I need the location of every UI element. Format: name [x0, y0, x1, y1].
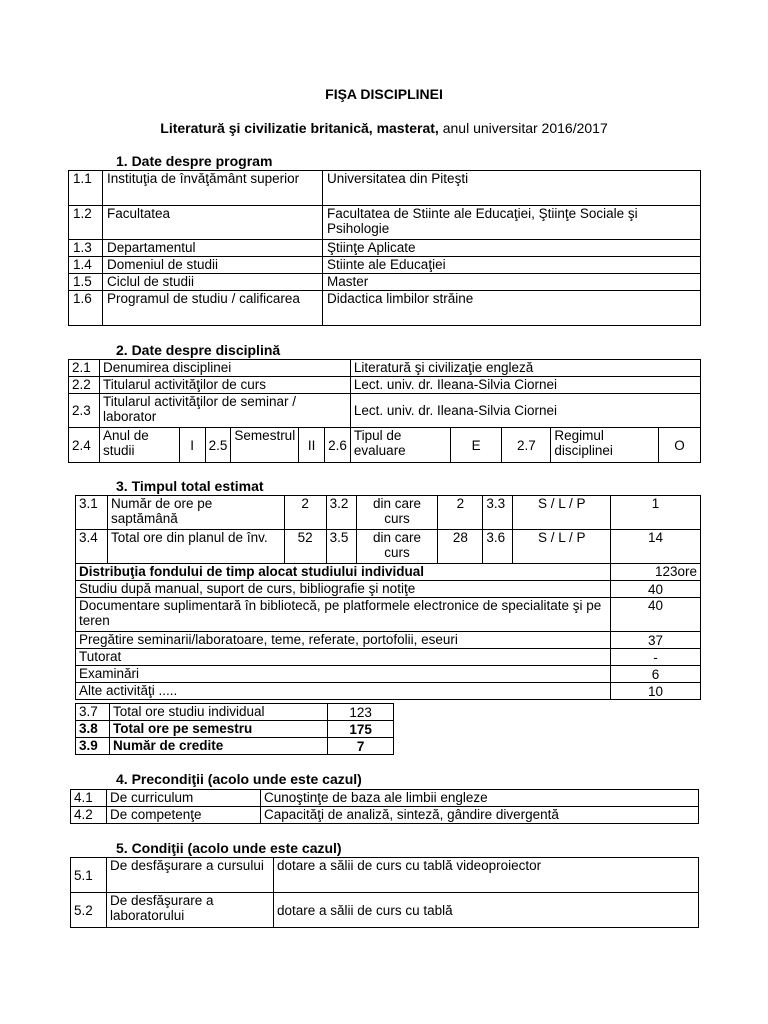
table-row [71, 790, 699, 807]
row-number: 1.3 [69, 240, 103, 257]
section-1-heading: 1. Date despre program [116, 153, 273, 169]
row-label: Instituţia de învăţământ superior [103, 171, 323, 206]
row-number: 2.1 [69, 360, 100, 377]
row-value: Literatură şi civilizaţie engleză [350, 360, 700, 377]
row-value: Universitatea din Piteşti [323, 171, 701, 206]
activity-label: Documentare suplimentară în bibliotecă, pe platformele electronice de specialitate şi pe teren [76, 598, 611, 632]
row-number: 3.6 [483, 530, 513, 564]
table-row [69, 274, 701, 291]
time-table [75, 495, 701, 700]
distribution-value: 123ore [611, 564, 701, 581]
activity-hours: 37 [611, 632, 701, 649]
table-row [69, 206, 701, 240]
course-label: din care curs [356, 496, 438, 530]
slp-value: 1 [611, 496, 701, 530]
row-number: 2.5 [205, 428, 231, 463]
semester-label: Semestrul [231, 428, 299, 463]
row-label: Facultatea [103, 206, 323, 240]
row-number: 3.3 [483, 496, 513, 530]
row-number: 1.1 [69, 171, 103, 206]
activity-hours: 40 [611, 598, 701, 632]
activity-hours: 10 [611, 683, 701, 700]
course-value: 2 [438, 496, 483, 530]
row-number: 5.1 [71, 858, 107, 893]
row-label: De desfăşurare a cursului [107, 858, 274, 893]
row-value: dotare a sălii de curs cu tablă videoproiector [274, 858, 699, 893]
row-number: 4.2 [71, 807, 107, 824]
table-row [76, 632, 701, 649]
table-row [71, 807, 699, 824]
row-value: dotare a sălii de curs cu tablă [274, 893, 699, 928]
row-value: Lect. univ. dr. Ileana-Silvia Ciornei [350, 394, 700, 428]
activity-label: Pregătire seminarii/laboratoare, teme, referate, portofolii, eseuri [76, 632, 611, 649]
table-row [69, 360, 701, 377]
table-row [76, 598, 701, 632]
row-label: Număr de credite [109, 738, 327, 755]
evaluation-label: Tipul de evaluare [350, 428, 450, 463]
row-label: De competenţe [107, 807, 261, 824]
section-5-heading: 5. Condiţii (acolo unde este cazul) [116, 840, 342, 856]
table-row [69, 240, 701, 257]
row-number: 2.3 [69, 394, 100, 428]
conditions-table [70, 857, 699, 928]
table-row [76, 721, 394, 738]
row-label: Total ore din planul de înv. [107, 530, 284, 564]
table-row [76, 496, 701, 530]
row-number: 1.6 [69, 291, 103, 326]
row-number: 2.6 [325, 428, 351, 463]
row-label: De desfăşurare a laboratorului [107, 893, 274, 928]
row-number: 3.8 [76, 721, 110, 738]
row-value: 123 [328, 704, 394, 721]
activity-hours: 40 [611, 581, 701, 598]
section-3-heading: 3. Timpul total estimat [116, 478, 264, 494]
row-number: 3.9 [76, 738, 110, 755]
row-value: Didactica limbilor străine [323, 291, 701, 326]
table-row [76, 581, 701, 598]
table-row [76, 530, 701, 564]
row-number: 2.2 [69, 377, 100, 394]
table-row [76, 564, 701, 581]
table-row [76, 683, 701, 700]
row-label: Denumirea disciplinei [99, 360, 350, 377]
row-label: Departamentul [103, 240, 323, 257]
row-label: Total ore pe semestru [109, 721, 327, 738]
table-row [76, 649, 701, 666]
table-row [71, 893, 699, 928]
year-value: I [179, 428, 205, 463]
row-number: 5.2 [71, 893, 107, 928]
row-label: Domeniul de studii [103, 257, 323, 274]
row-value: Master [323, 274, 701, 291]
row-value: 7 [328, 738, 394, 755]
row-value: Cunoştinţe de baza ale limbii engleze [261, 790, 699, 807]
totals-table [75, 703, 394, 755]
row-label: Număr de ore pe saptămână [107, 496, 284, 530]
row-number: 2.7 [502, 428, 551, 463]
row-label: Programul de studiu / calificarea [103, 291, 323, 326]
activity-label: Studiu după manual, suport de curs, bibliografie şi notiţe [76, 581, 611, 598]
evaluation-value: E [450, 428, 502, 463]
activity-label: Examinări [76, 666, 611, 683]
activity-label: Tutorat [76, 649, 611, 666]
table-row [69, 257, 701, 274]
hours-value: 52 [284, 530, 326, 564]
activity-hours: - [611, 649, 701, 666]
course-value: 28 [438, 530, 483, 564]
table-row [76, 666, 701, 683]
row-value: Ştiinţe Aplicate [323, 240, 701, 257]
page-title: FIŞA DISCIPLINEI [325, 86, 443, 102]
discipline-table [68, 359, 701, 463]
row-number: 2.4 [69, 428, 100, 463]
row-label: Ciclul de studii [103, 274, 323, 291]
row-label: Total ore studiu individual [109, 704, 327, 721]
row-label: De curriculum [107, 790, 261, 807]
regime-value: O [659, 428, 701, 463]
row-number: 3.1 [76, 496, 108, 530]
activity-label: Alte activităţi ..... [76, 683, 611, 700]
semester-value: II [299, 428, 325, 463]
distribution-label: Distribuţia fondului de timp alocat studiului individual [76, 564, 611, 581]
document-subtitle [0, 120, 768, 136]
preconditions-table [70, 789, 699, 824]
year-label: Anul de studii [99, 428, 179, 463]
table-row [69, 171, 701, 206]
row-label: Titularul activităţilor de curs [99, 377, 350, 394]
table-row [76, 738, 394, 755]
table-row [69, 394, 701, 428]
slp-label: S / L / P [513, 530, 611, 564]
table-row [69, 291, 701, 326]
row-value: Capacităţi de analiză, sinteză, gândire divergentă [261, 807, 699, 824]
row-value: 175 [328, 721, 394, 738]
section-2-heading: 2. Date despre disciplină [116, 342, 281, 358]
slp-label: S / L / P [513, 496, 611, 530]
table-row [69, 428, 701, 463]
subtitle-year: anul universitar 2016/2017 [438, 120, 608, 136]
table-row [71, 858, 699, 893]
hours-value: 2 [284, 496, 326, 530]
slp-value: 14 [611, 530, 701, 564]
course-label: din care curs [356, 530, 438, 564]
row-value: Stiinte ale Educaţiei [323, 257, 701, 274]
activity-hours: 6 [611, 666, 701, 683]
row-number: 3.4 [76, 530, 108, 564]
row-number: 1.4 [69, 257, 103, 274]
row-number: 3.5 [326, 530, 356, 564]
row-label: Titularul activităţilor de seminar / laborator [99, 394, 350, 428]
row-value: Lect. univ. dr. Ileana-Silvia Ciornei [350, 377, 700, 394]
table-row [69, 377, 701, 394]
row-number: 3.7 [76, 704, 110, 721]
table-row [76, 704, 394, 721]
regime-label: Regimul disciplinei [551, 428, 659, 463]
row-number: 4.1 [71, 790, 107, 807]
row-value: Facultatea de Stiinte ale Educaţiei, Ştiinţe Sociale şi Psihologie [323, 206, 701, 240]
section-4-heading: 4. Precondiţii (acolo unde este cazul) [116, 771, 362, 787]
subtitle-course: Literatură şi civilizatie britanică, masterat, [160, 120, 439, 136]
row-number: 1.5 [69, 274, 103, 291]
row-number: 3.2 [326, 496, 356, 530]
program-table [68, 170, 701, 326]
row-number: 1.2 [69, 206, 103, 240]
